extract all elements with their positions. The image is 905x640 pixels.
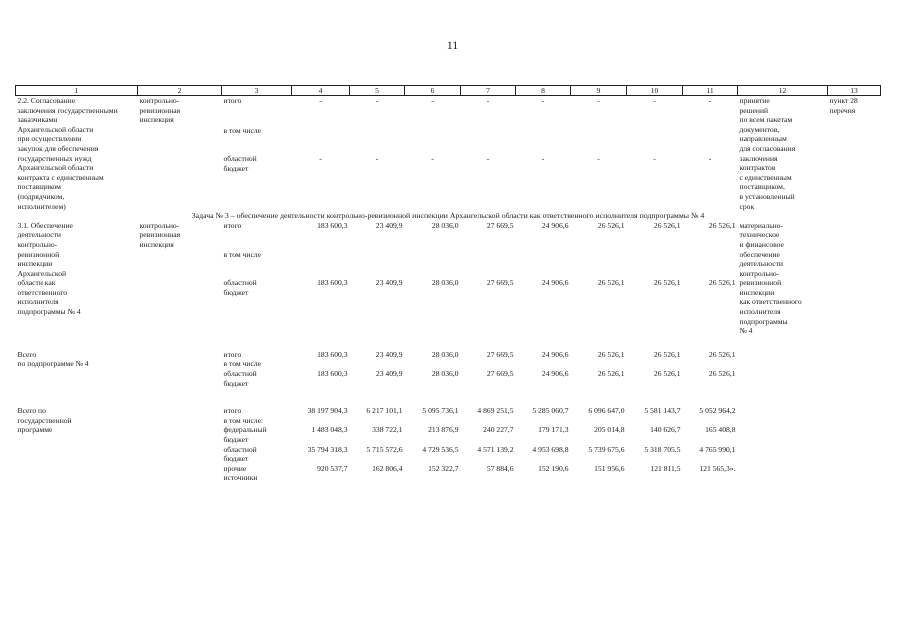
column-header: 4 [292,86,350,96]
activity-line: области как [17,278,56,288]
amount-cell: 23 409,9 [375,349,403,359]
link-cell [828,96,881,212]
amount-cell: 57 884,6 [486,463,514,473]
amount-cell: 152 322,7 [428,463,459,473]
result-cell [738,406,828,483]
amount-cell: 26 526,1 [653,349,681,359]
executor-cell [138,221,222,336]
spacer-cell [16,388,881,406]
funding-kind-line: бюджет [223,378,249,388]
column-header: 9 [571,86,627,96]
total-subprogram-row [16,350,881,360]
link-line: пункт 28 [829,96,858,105]
amount-cell [683,359,738,369]
amount-cell: 26 526,1 [653,220,681,230]
column-header: 3 [222,86,292,96]
activity-cell [16,221,138,336]
result-line: деятельности [739,259,783,269]
amount-cell: 38 197 904,3 [307,406,348,416]
activity-line: заключения государственными [17,105,118,115]
funding-kind-line: в том числе [223,359,261,369]
funding-kind-line: в том числе [223,125,261,135]
amount-cell [627,359,683,369]
amount-cell [292,416,350,426]
activity-line: контракта с единственным [17,172,104,182]
activity-line: поставщиком [17,182,61,192]
spacer-row [16,336,881,350]
amount-cell: 6 217 101,1 [366,406,403,416]
activity-line: подпрограммы № 4 [17,307,81,317]
result-line: решений [739,105,769,115]
column-header: 7 [461,86,516,96]
result-line: и финансовое [739,239,784,249]
amount-cell: 26 526,1 [653,369,681,379]
amount-cell: - [708,96,712,105]
column-header: 13 [828,86,881,96]
executor-line: контрольно- [139,96,180,105]
executor-line: ревизионная [139,105,181,115]
amount-cell: 28 036,0 [431,220,459,230]
amount-cell [350,250,405,279]
column-header: 11 [683,86,738,96]
result-line: с единственным [739,172,792,182]
total-program-row [16,406,881,416]
amount-cell: - [375,154,379,164]
amount-cell: 162 806,4 [372,463,403,473]
amount-cell: 28 036,0 [431,278,459,288]
amount-cell: - [597,154,600,164]
amount-cell: 5 581 143,7 [644,406,681,416]
amount-cell: 151 956,6 [594,463,625,473]
amount-cell: 183 600,3 [317,278,348,288]
activity-line: инспекции [17,259,53,269]
funding-kind-line: в том числе [223,249,261,259]
amount-cell: 4 869 251,5 [477,406,514,416]
result-line: исполнителя [739,307,781,317]
amount-cell: - [375,96,379,105]
amount-cell: 24 906,6 [541,278,569,288]
page-number: 11 [446,38,459,52]
amount-cell: 26 526,1 [708,220,736,230]
result-line: № 4 [739,326,753,336]
amount-cell: 27 669,5 [486,349,514,359]
amount-cell: 183 600,3 [317,349,348,359]
amount-cell [516,359,571,369]
amount-cell: 23 409,9 [375,220,403,230]
column-header: 10 [627,86,683,96]
funding-kind-cell [222,425,292,444]
amount-cell: 4 765 990,1 [699,444,736,454]
amount-cell [350,126,405,155]
amount-cell [683,250,738,279]
amount-cell: 28 036,0 [431,349,459,359]
activity-line: заказчиками [17,115,58,125]
amount-cell: 240 227,7 [483,425,514,435]
column-header: 6 [405,86,461,96]
column-header: 2 [138,86,222,96]
activity-line: программе [17,425,53,435]
result-cell [738,221,828,336]
task-3-row [16,211,881,221]
funding-kind-cell [222,250,292,279]
amount-cell [292,250,350,279]
funding-kind-cell [222,369,292,388]
executor-line: контрольно- [139,220,180,230]
result-line: обеспечение [739,249,780,259]
funding-kind-cell [222,464,292,483]
activity-line: исполнителем) [17,201,66,211]
funding-kind-line: итого [223,349,242,359]
amount-cell [292,126,350,155]
amount-cell: 6 096 647,0 [588,406,625,416]
amount-cell [571,126,627,155]
activity-line: ответственного [17,287,68,297]
amount-cell [405,416,461,426]
result-line: для согласования [739,143,796,153]
result-line: поставщиком, [739,182,785,192]
funding-kind-cell [222,96,292,126]
funding-kind-cell [222,154,292,211]
amount-cell: - [541,96,545,105]
amount-cell [405,126,461,155]
link-line: перечня [829,105,856,115]
amount-cell: 24 906,6 [541,349,569,359]
header-row [16,86,881,96]
activity-line: Всего по [17,406,46,416]
amount-cell: 165 408,8 [705,425,736,435]
program-table [15,85,881,483]
amount-cell: 5 715 572,6 [366,444,403,454]
amount-cell [461,416,516,426]
activity-line: 3.1. Обеспечение [17,220,73,230]
activity-line: по подпрограмме № 4 [17,359,89,369]
activity-line: ревизионной [17,249,60,259]
executor-cell [138,96,222,212]
amount-cell [461,359,516,369]
link-cell [828,221,881,336]
funding-kind-line: итого [223,406,242,416]
amount-cell: 5 052 964,2 [699,406,736,416]
amount-cell: - [653,96,656,105]
amount-cell: 23 409,9 [375,278,403,288]
result-line: материально- [739,220,784,230]
amount-cell: 4 729 536,5 [422,444,459,454]
column-header: 8 [516,86,571,96]
result-line: как ответственного [739,297,802,307]
funding-kind-cell [222,445,292,464]
result-cell [738,350,828,388]
amount-cell: 26 526,1 [597,220,625,230]
amount-cell: - [597,96,600,105]
amount-cell: 183 600,3 [317,220,348,230]
amount-cell: 26 526,1 [708,278,736,288]
funding-kind-line: итого [223,220,242,230]
activity-line: исполнителя [17,297,59,307]
amount-cell: 179 171,3 [538,425,569,435]
activity-line: Архангельской [17,268,67,278]
result-line: документов, [739,124,780,134]
amount-cell [461,250,516,279]
amount-cell: - [431,154,434,164]
funding-kind-cell [222,406,292,416]
result-line: инспекции [739,287,775,297]
amount-cell: 26 526,1 [708,349,736,359]
amount-cell [571,359,627,369]
result-line: контрактов [739,163,776,173]
amount-cell: 27 669,5 [486,278,514,288]
amount-cell [627,250,683,279]
activity-line: государственных нужд [17,153,92,163]
funding-kind-cell [222,221,292,250]
amount-cell [516,250,571,279]
amount-cell: 27 669,5 [486,369,514,379]
activity-line: Всего [17,349,37,359]
activity-line: контрольно- [17,239,58,249]
amount-cell: 26 526,1 [708,369,736,379]
column-header: 12 [738,86,828,96]
result-line: принятие [739,96,770,105]
amount-cell: 28 036,0 [431,369,459,379]
funding-kind-line: областной [223,278,257,288]
amount-cell: 140 626,7 [650,425,681,435]
activity-cell [16,350,138,388]
amount-cell [405,250,461,279]
result-line: подпрограммы [739,316,788,326]
amount-cell: 5 285 060,7 [532,406,569,416]
funding-kind-line: источники [223,473,258,483]
amount-cell: 121 565,3». [699,463,736,473]
activity-line: закупок для обеспечения [17,143,99,153]
amount-cell [516,126,571,155]
result-line: заключения [739,153,778,163]
activity-line: (подрядчиком, [17,191,65,201]
amount-cell: 4 571 139,2 [477,444,514,454]
amount-cell: - [708,154,712,164]
result-line: по всем пакетам [739,115,793,125]
task-3-title: Задача № 3 – обеспечение деятельности контрольно-ревизионной инспекции Архангельской области как ответственного исполнителя подпрограммы № 4 [191,211,705,221]
funding-kind-cell [222,278,292,336]
column-header: 1 [16,86,138,96]
executor-line: инспекция [139,115,174,125]
amount-cell: - [431,96,434,105]
result-cell [738,96,828,212]
result-line: техническое [739,230,780,240]
activity-line: Архангельской области [17,124,94,134]
amount-cell [627,416,683,426]
amount-cell: - [541,154,545,164]
spacer-cell [16,336,881,350]
amount-cell [683,126,738,155]
link-cell [828,350,881,388]
funding-kind-line: областной [223,369,257,379]
amount-cell: 27 669,5 [486,220,514,230]
funding-kind-line: федеральный [223,425,267,435]
amount-cell: - [486,96,490,105]
funding-kind-line: итого [223,96,242,105]
amount-cell: - [486,154,490,164]
amount-cell [350,416,405,426]
result-line: срок [739,201,755,211]
amount-cell [627,126,683,155]
funding-kind-cell [222,350,292,360]
amount-cell [461,126,516,155]
amount-cell: 213 876,9 [428,425,459,435]
executor-line: ревизионная [139,230,181,240]
amount-cell: - [319,154,322,164]
funding-kind-cell [222,359,292,369]
amount-cell: 4 953 698,8 [532,444,569,454]
activity-line: деятельности [17,230,61,240]
amount-cell [292,359,350,369]
funding-kind-line: в том числе: [223,415,264,425]
column-header: 5 [350,86,405,96]
amount-cell: 338 722,1 [372,425,403,435]
funding-kind-cell [222,126,292,155]
amount-cell: 23 409,9 [375,369,403,379]
executor-cell [138,406,222,483]
activity-cell [16,406,138,483]
amount-cell: 26 526,1 [597,369,625,379]
result-line: в установленный [739,191,795,201]
amount-cell: 920 537,7 [317,463,348,473]
executor-line: инспекция [139,239,174,249]
section-3-1-row [16,221,881,250]
amount-cell [683,416,738,426]
activity-cell [16,96,138,212]
amount-cell [516,416,571,426]
funding-kind-line: бюджет [223,163,249,173]
amount-cell [571,416,627,426]
amount-cell: 5 318 705,5 [644,444,681,454]
amount-cell: 205 014,8 [594,425,625,435]
funding-kind-line: прочие [223,463,247,473]
amount-cell: 5 739 675,6 [588,444,625,454]
funding-kind-line: областной [223,154,257,164]
executor-cell [138,350,222,388]
activity-line: 2.2. Согласование [17,96,76,105]
amount-cell: 26 526,1 [653,278,681,288]
amount-cell: 5 095 736,1 [422,406,459,416]
amount-cell: 26 526,1 [597,278,625,288]
result-line: направленным [739,134,787,144]
amount-cell [405,359,461,369]
amount-cell: - [319,96,322,105]
activity-line: Архангельской области [17,163,94,173]
amount-cell: 1 483 048,3 [311,425,348,435]
activity-line: государственной [17,415,72,425]
amount-cell: - [653,154,656,164]
funding-kind-line: областной [223,444,257,454]
link-cell [828,406,881,483]
funding-kind-line: бюджет [223,287,249,297]
spacer-row [16,388,881,406]
result-line: контрольно- [739,268,780,278]
section-2-2-row [16,96,881,126]
amount-cell: 35 794 318,3 [307,444,348,454]
funding-kind-line: бюджет [223,454,249,464]
funding-kind-line: бюджет [223,435,249,444]
amount-cell [350,359,405,369]
funding-kind-cell [222,416,292,426]
activity-line: при осуществлении [17,134,82,144]
amount-cell [571,250,627,279]
amount-cell: 24 906,6 [541,369,569,379]
amount-cell: 24 906,6 [541,220,569,230]
amount-cell: 183 600,3 [317,369,348,379]
amount-cell: 121 811,5 [650,463,681,473]
amount-cell: 152 190,6 [538,463,569,473]
result-line: ревизионной [739,278,782,288]
amount-cell: 26 526,1 [597,349,625,359]
